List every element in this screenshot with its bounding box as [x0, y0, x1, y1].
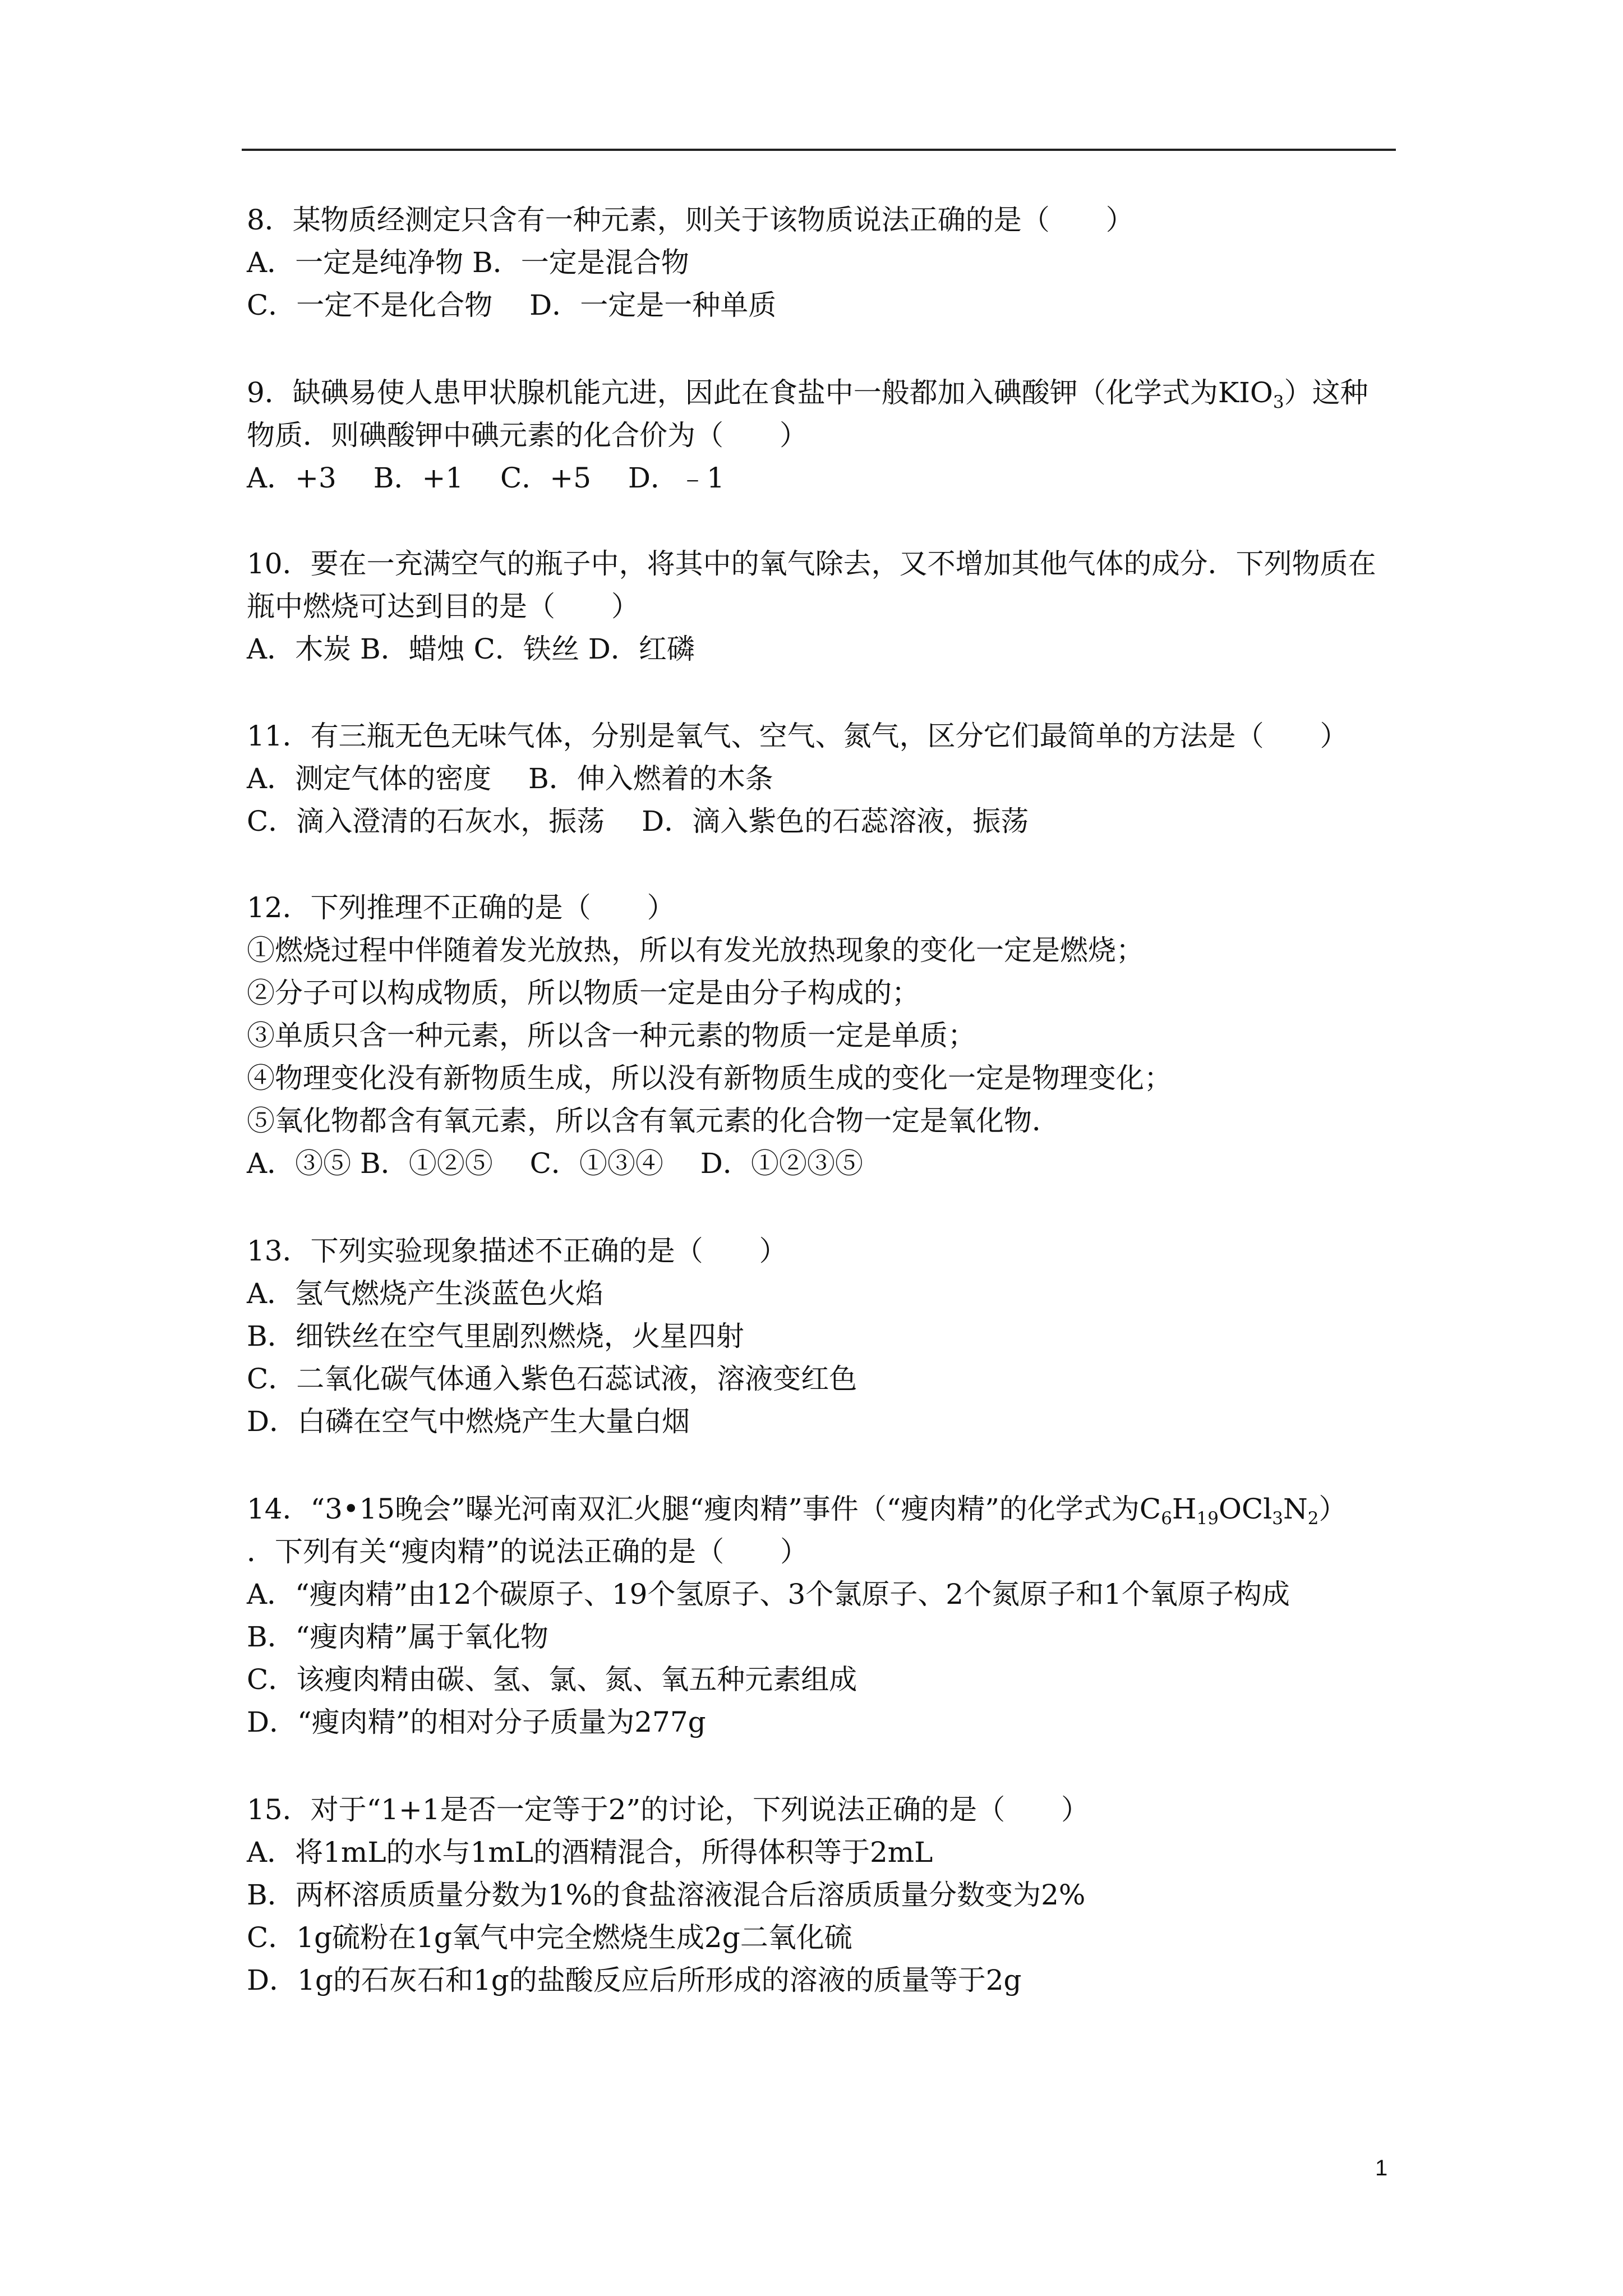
question-12-statement-5: ⑤氧化物都含有氧元素，所以含有氧元素的化合物一定是氧化物．: [247, 1105, 1060, 1137]
question-14-option-a: A．“瘦肉精”由12个碳原子、19个氢原子、3个氯原子、2个氮原子和1个氧原子构成: [247, 1578, 1290, 1611]
question-8-options-ab: A．一定是纯净物 B．一定是混合物: [247, 246, 689, 279]
question-12-statement-1: ①燃烧过程中伴随着发光放热，所以有发光放热现象的变化一定是燃烧；: [247, 934, 1144, 967]
question-14-option-d: D．“瘦肉精”的相对分子质量为277g: [247, 1706, 706, 1738]
question-10-options: A．木炭 B．蜡烛 C．铁丝 D．红磷: [247, 633, 695, 665]
question-11-stem: 11．有三瓶无色无味气体，分别是氧气、空气、氮气，区分它们最简单的方法是（ ）: [247, 720, 1348, 752]
question-13-option-c: C．二氧化碳气体通入紫色石蕊试液，溶液变红色: [247, 1363, 857, 1395]
question-13-option-a: A．氢气燃烧产生淡蓝色火焰: [247, 1277, 604, 1310]
question-12-statement-2: ②分子可以构成物质，所以物质一定是由分子构成的；: [247, 977, 920, 1009]
page-number: 1: [1375, 2156, 1388, 2180]
question-15-option-b: B．两杯溶质质量分数为1%的食盐溶液混合后溶质质量分数变为2%: [247, 1879, 1086, 1911]
question-11-options-cd: C．滴入澄清的石灰水，振荡 D．滴入紫色的石蕊溶液，振荡: [247, 805, 1029, 838]
kio3-formula: $KIO_3$: [1218, 376, 1284, 412]
question-8-options-cd: C．一定不是化合物 D．一定是一种单质: [247, 289, 777, 321]
question-10-stem-line1: 10．要在一充满空气的瓶子中，将其中的氧气除去，又不增加其他气体的成分．下列物质在: [247, 547, 1376, 580]
question-11-options-ab: A．测定气体的密度 B．伸入燃着的木条: [247, 762, 773, 795]
question-14-stem-line1: 14．“3•15晚会”曝光河南双汇火腿“瘦肉精”事件（“瘦肉精”的化学式为$C_6H_{19}OCl_3N_2$）: [247, 1493, 1347, 1529]
question-8-stem: 8．某物质经测定只含有一种元素，则关于该物质说法正确的是（ ）: [247, 204, 1134, 236]
question-15-stem: 15．对于“1+1是否一定等于2”的讨论，下列说法正确的是（ ）: [247, 1793, 1090, 1826]
question-13-option-d: D．白磷在空气中燃烧产生大量白烟: [247, 1405, 690, 1438]
question-14-option-c: C．该瘦肉精由碳、氢、氯、氮、氧五种元素组成: [247, 1663, 857, 1696]
question-12-statement-3: ③单质只含一种元素，所以含一种元素的物质一定是单质；: [247, 1019, 976, 1052]
question-15-option-d: D．1g的石灰石和1g的盐酸反应后所形成的溶液的质量等于2g: [247, 1964, 1022, 1996]
question-13-option-b: B．细铁丝在空气里剧烈燃烧，火星四射: [247, 1320, 744, 1352]
question-9-stem-line2: 物质．则碘酸钾中碘元素的化合价为（ ）: [247, 419, 808, 452]
question-15-option-a: A．将1mL的水与1mL的酒精混合，所得体积等于2mL: [247, 1836, 933, 1869]
clenbuterol-formula: $C_6H_{19}OCl_3N_2$: [1139, 1493, 1319, 1529]
question-12-statement-4: ④物理变化没有新物质生成，所以没有新物质生成的变化一定是物理变化；: [247, 1062, 1172, 1094]
header-rule: [242, 149, 1396, 151]
question-12-stem: 12．下列推理不正确的是（ ）: [247, 891, 675, 924]
question-14-stem-line2: ．下列有关“瘦肉精”的说法正确的是（ ）: [247, 1535, 809, 1568]
question-14-option-b: B．“瘦肉精”属于氧化物: [247, 1621, 548, 1653]
question-12-options: A．③⑤ B．①②⑤ C．①③④ D．①②③⑤: [247, 1147, 863, 1180]
question-9-stem-line1: 9．缺碘易使人患甲状腺机能亢进，因此在食盐中一般都加入碘酸钾（化学式为$KIO_3$）这种: [247, 376, 1368, 412]
question-10-stem-line2: 瓶中燃烧可达到目的是（ ）: [247, 590, 639, 623]
question-15-option-c: C．1g硫粉在1g氧气中完全燃烧生成2g二氧化硫: [247, 1921, 852, 1954]
question-9-options: A．+3 B．+1 C．+5 D．﹣1: [247, 462, 725, 494]
question-13-stem: 13．下列实验现象描述不正确的是（ ）: [247, 1235, 787, 1267]
